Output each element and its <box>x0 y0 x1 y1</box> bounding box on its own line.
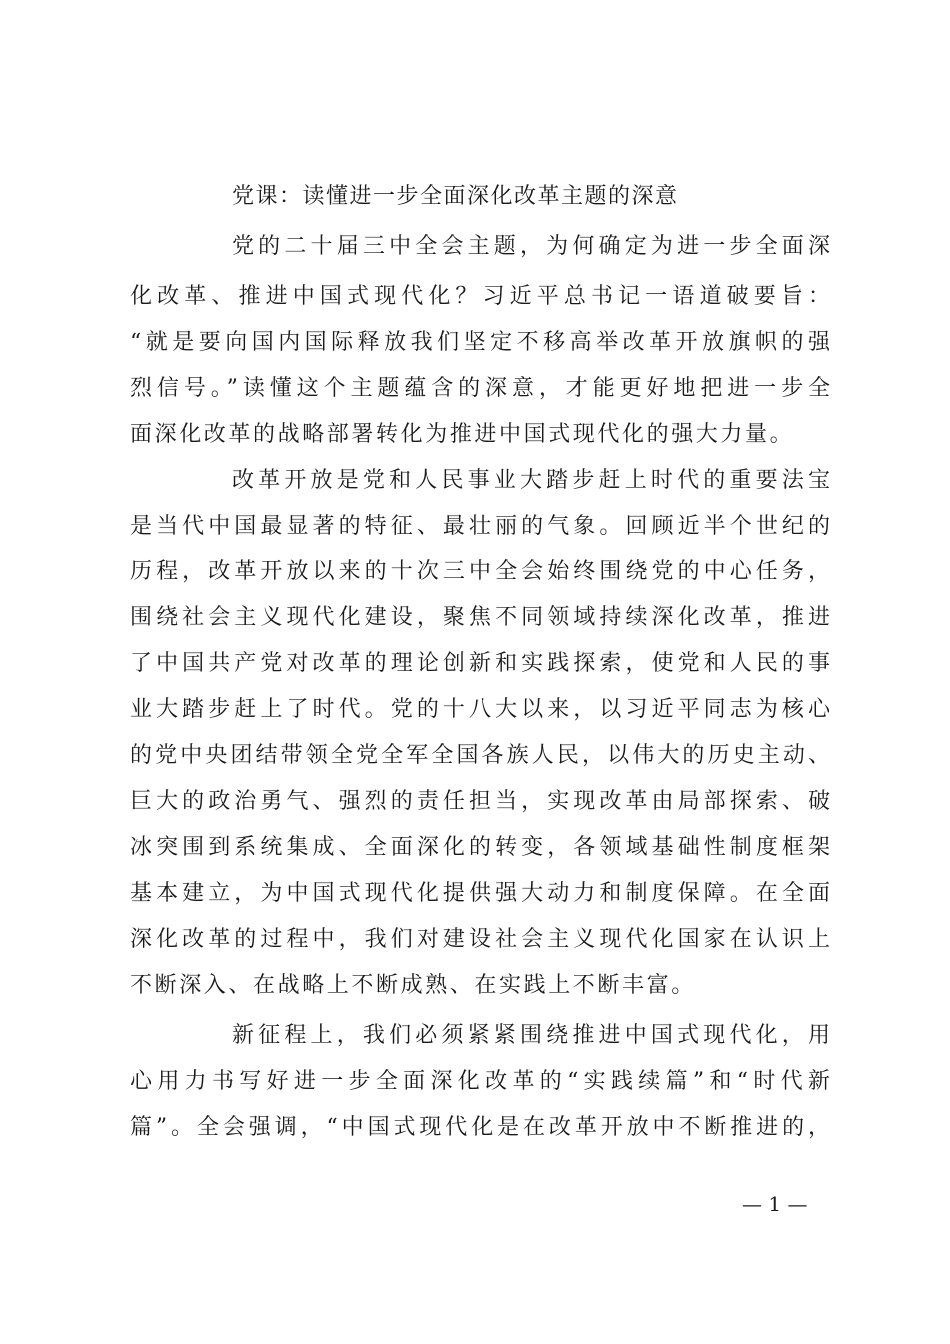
page-number: — 1 — <box>742 1192 808 1216</box>
paragraph-1-line-4: 烈信号。”读懂这个主题蕴含的深意，才能更好地把进一步全 <box>130 376 830 401</box>
paragraph-1-line-2: 化改革、推进中国式现代化？习近平总书记一语道破要旨： <box>130 284 830 309</box>
paragraph-3-line-3: 篇”。全会强调，“中国式现代化是在改革开放中不断推进的， <box>130 1115 830 1140</box>
paragraph-2-line-5: 了中国共产党对改革的理论创新和实践探索，使党和人民的事 <box>130 651 830 676</box>
paragraph-2-line-9: 冰突围到系统集成、全面深化的转变，各领域基础性制度框架 <box>130 835 830 860</box>
paragraph-2-line-1: 改革开放是党和人民事业大踏步赶上时代的重要法宝 <box>232 468 830 493</box>
paragraph-2-line-3: 历程，改革开放以来的十次三中全会始终围绕党的中心任务， <box>130 559 830 584</box>
paragraph-1-line-3: “就是要向国内国际释放我们坚定不移高举改革开放旗帜的强 <box>130 330 830 355</box>
paragraph-2-line-8: 巨大的政治勇气、强烈的责任担当，实现改革由局部探索、破 <box>130 789 830 814</box>
document-title: 党课：读懂进一步全面深化改革主题的深意 <box>232 184 679 209</box>
paragraph-1-line-5: 面深化改革的战略部署转化为推进中国式现代化的强大力量。 <box>130 422 795 447</box>
paragraph-2-line-11: 深化改革的过程中，我们对建设社会主义现代化国家在认识上 <box>130 927 830 952</box>
paragraph-1-line-1: 党的二十届三中全会主题，为何确定为进一步全面深 <box>232 234 830 259</box>
paragraph-3-line-1: 新征程上，我们必须紧紧围绕推进中国式现代化，用 <box>232 1023 830 1048</box>
paragraph-2-line-6: 业大踏步赶上了时代。党的十八大以来，以习近平同志为核心 <box>130 697 830 722</box>
paragraph-2-line-2: 是当代中国最显著的特征、最壮丽的气象。回顾近半个世纪的 <box>130 514 830 539</box>
paragraph-2-line-12: 不断深入、在战略上不断成熟、在实践上不断丰富。 <box>130 973 696 998</box>
paragraph-2-line-10: 基本建立，为中国式现代化提供强大动力和制度保障。在全面 <box>130 881 830 906</box>
paragraph-3-line-2: 心用力书写好进一步全面深化改革的“实践续篇”和“时代新 <box>130 1069 830 1094</box>
paragraph-2-line-4: 围绕社会主义现代化建设，聚焦不同领域持续深化改革，推进 <box>130 605 830 630</box>
paragraph-2-line-7: 的党中央团结带领全党全军全国各族人民，以伟大的历史主动、 <box>130 743 830 768</box>
